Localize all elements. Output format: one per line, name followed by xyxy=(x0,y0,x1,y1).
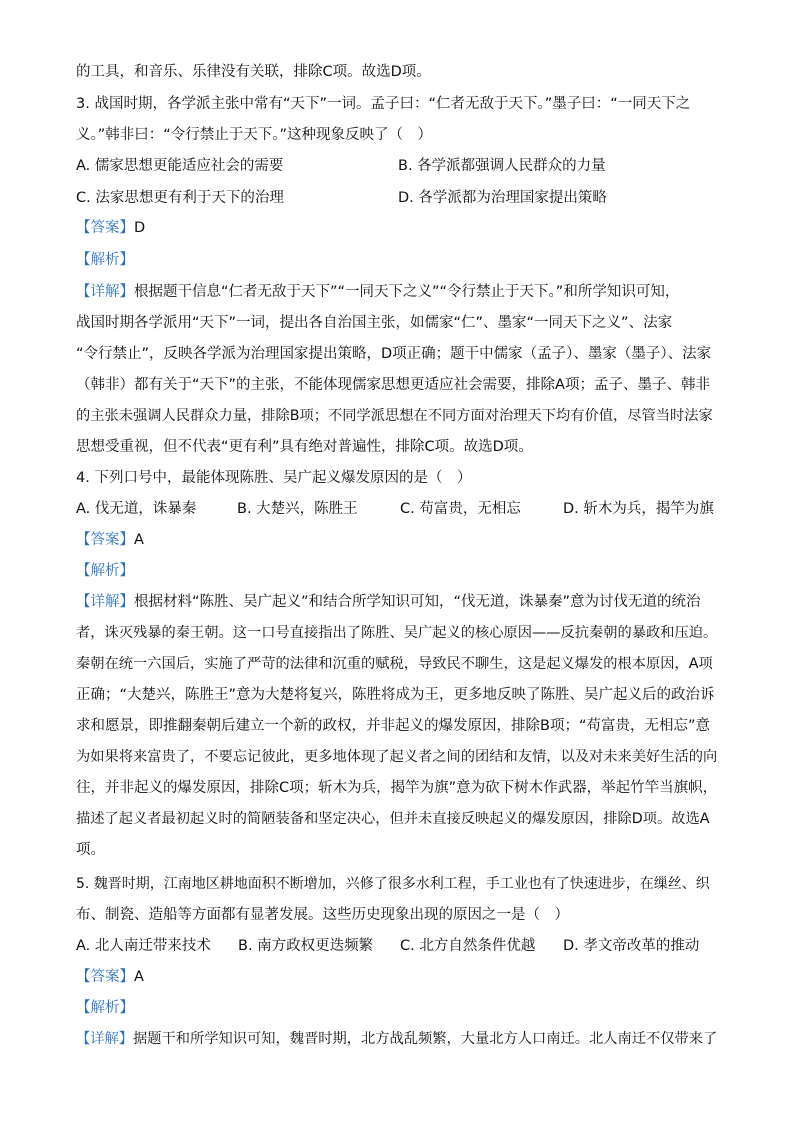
question-3-answer xyxy=(76,218,145,238)
question-5-option-a: A. 北人南迁带来技术 xyxy=(76,938,211,954)
explanation-tag: 【详解】 xyxy=(76,1031,134,1047)
question-5-explanation-line: 【详解】据题干和所学知识可知，魏晋时期，北方战乱频繁，大量北方人口南迁。北人南迁不仅带来了 xyxy=(76,1031,718,1047)
question-4-explanation-line: 往，并非起义的爆发原因，排除C项；斩木为兵，揭竿为旗”意为砍下树木作武器，举起竹竿当旗帜， xyxy=(76,780,718,796)
question-5-answer xyxy=(76,967,144,987)
question-3-option-a: A. 儒家思想更能适应社会的需要 xyxy=(76,158,284,174)
question-4-analysis-tag: 【解析】 xyxy=(76,563,134,579)
question-3-explanation-line: “令行禁止”，反映各学派为治理国家提出策略，D项正确；题干中儒家（孟子）、墨家（墨子）、法家 xyxy=(76,346,712,362)
question-5-stem-line-2: 布、制瓷、造船等方面都有显著发展。这些历史现象出现的原因之一是（ ） xyxy=(76,907,569,923)
question-3-explanation-line: 的主张未强调人民群众力量，排除B项；不同学派思想在不同方面对治理天下均有价值，尽管当时法家 xyxy=(76,408,713,424)
question-3-explanation-line: 思想受重视，但不代表“更有利”具有绝对普遍性，排除C项。故选D项。 xyxy=(76,439,533,455)
question-4-explanation-line: 正确；“大楚兴，陈胜王”意为大楚将复兴，陈胜将成为王，更多地反映了陈胜、吴广起义后的政治诉 xyxy=(76,687,715,703)
question-4-option-a: A. 伐无道，诛暴秦 xyxy=(76,501,197,517)
question-4-explanation-line: 秦朝在统一六国后，实施了严苛的法律和沉重的赋税，导致民不聊生，这是起义爆发的根本原因，A项 xyxy=(76,656,713,672)
question-4-explanation-line: 求和愿景，即推翻秦朝后建立一个新的政权，并非起义的爆发原因，排除B项；“苟富贵，无相忘”意 xyxy=(76,718,710,734)
question-5-analysis-tag: 【解析】 xyxy=(76,1000,134,1016)
question-3-option-c: C. 法家思想更有利于天下的治理 xyxy=(76,190,284,206)
question-5-option-b: B. 南方政权更迭频繁 xyxy=(238,938,374,954)
question-5-stem-line-1: 5. 魏晋时期，江南地区耕地面积不断增加，兴修了很多水利工程，手工业也有了快速进步，在缫丝、织 xyxy=(76,876,710,892)
question-4-explanation-line: 为如果将来富贵了，不要忘记彼此，更多地体现了起义者之间的团结和友情，以及对未来美好生活的向 xyxy=(76,749,718,765)
answer-tag: 【答案】 xyxy=(76,532,134,548)
explanation-tag: 【详解】 xyxy=(76,594,134,610)
question-5-option-c: C. 北方自然条件优越 xyxy=(400,938,536,954)
question-4-explanation-line: 者，诛灭残暴的秦王朝。这一口号直接指出了陈胜、吴广起义的核心原因——反抗秦朝的暴政和压迫。 xyxy=(76,625,718,641)
question-4-answer xyxy=(76,530,144,550)
question-4-explanation-line: 描述了起义者最初起义时的简陋装备和坚定决心，但并未直接反映起义的爆发原因，排除D项。故选A xyxy=(76,811,710,827)
question-3-option-d: D. 各学派都为治理国家提出策略 xyxy=(398,190,607,206)
question-3-stem-line-2: 义。”韩非曰：“令行禁止于天下。”这种现象反映了（ ） xyxy=(76,127,433,143)
question-5-option-d: D. 孝文帝改革的推动 xyxy=(563,938,700,954)
text-line: 的工具，和音乐、乐律没有关联，排除C项。故选D项。 xyxy=(76,64,431,80)
question-3-explanation-line: 【详解】根据题干信息“仁者无敌于天下”“一同天下之义”“令行禁止于天下。”和所学知识可知， xyxy=(76,284,680,300)
question-3-analysis-tag: 【解析】 xyxy=(76,252,134,268)
question-4-explanation-line: 项。 xyxy=(76,842,105,858)
question-3-option-b: B. 各学派都强调人民群众的力量 xyxy=(398,158,606,174)
explanation-tag: 【详解】 xyxy=(76,284,134,300)
question-3-explanation-line: 战国时期各学派用“天下”一词，提出各自治国主张，如儒家“仁”、墨家“一同天下之义”、法家 xyxy=(76,315,673,331)
answer-tag: 【答案】 xyxy=(76,220,134,236)
answer-value: D xyxy=(134,220,146,236)
question-3-explanation-line: （韩非）都有关于“天下”的主张，不能体现儒家思想更适应社会需要，排除A项；孟子、墨子、韩非 xyxy=(76,377,710,393)
question-3-stem-line-1: 3. 战国时期，各学派主张中常有“天下”一词。孟子曰：“仁者无敌于天下。”墨子曰：“一同天下之 xyxy=(76,96,691,112)
answer-value: A xyxy=(134,969,144,985)
question-4-explanation-line: 【详解】根据材料“陈胜、吴广起义”和结合所学知识可知，“伐无道，诛暴秦”意为讨伐无道的统治 xyxy=(76,594,701,610)
question-4-option-c: C. 苟富贵，无相忘 xyxy=(400,501,521,517)
answer-value: A xyxy=(134,532,144,548)
question-4-option-d: D. 斩木为兵，揭竿为旗 xyxy=(563,501,714,517)
answer-tag: 【答案】 xyxy=(76,969,134,985)
question-4-stem: 4. 下列口号中，最能体现陈胜、吴广起义爆发原因的是（ ） xyxy=(76,470,472,486)
question-4-option-b: B. 大楚兴，陈胜王 xyxy=(237,501,358,517)
